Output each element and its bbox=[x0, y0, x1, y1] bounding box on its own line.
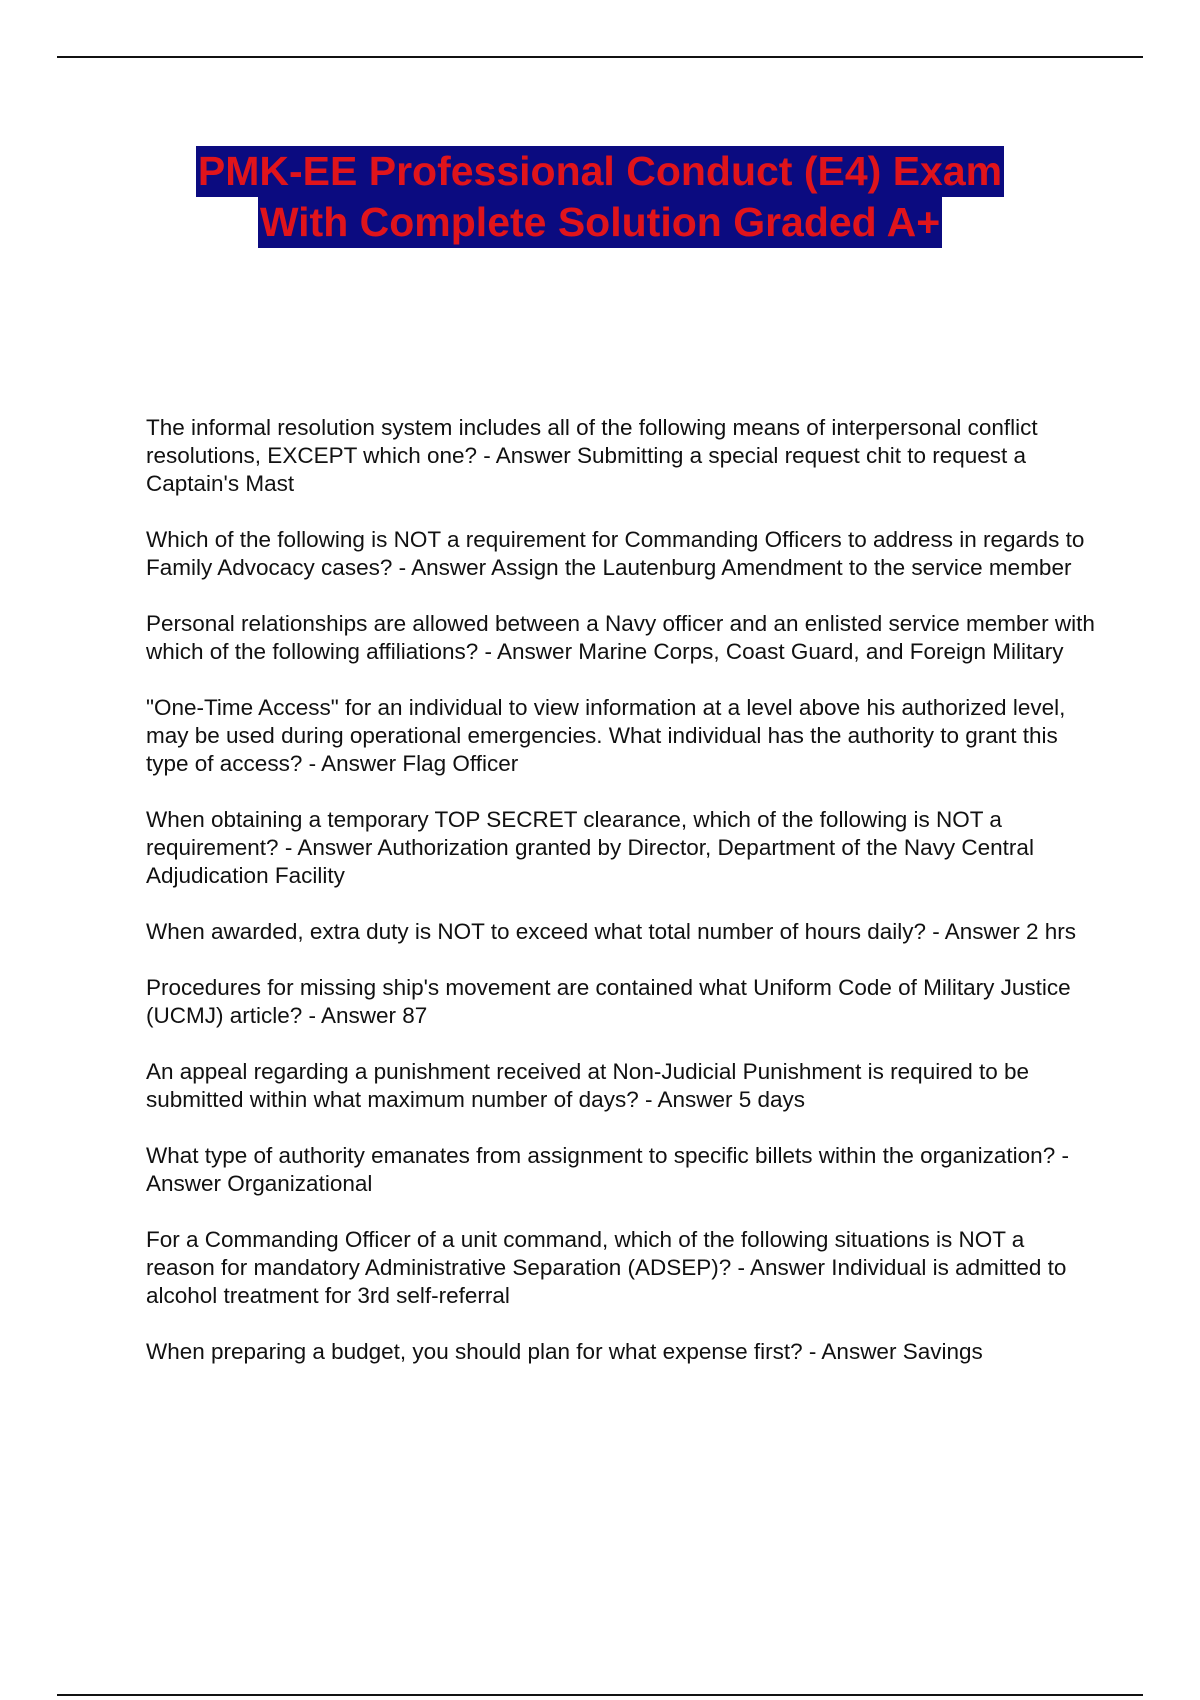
qa-item: When preparing a budget, you should plan for what expense first? - Answer Savings bbox=[146, 1339, 983, 1364]
title-line-2: With Complete Solution Graded A+ bbox=[258, 197, 942, 248]
qa-list bbox=[146, 414, 1096, 1394]
qa-item: The informal resolution system includes all of the following means of interpersonal conflict resolutions, EXCEPT which one? - Answer Submitting a special request chit to request a Captain's Mast bbox=[146, 415, 1038, 496]
qa-item: What type of authority emanates from assignment to specific billets within the organization? - Answer Organizational bbox=[146, 1143, 1069, 1196]
qa-item: When awarded, extra duty is NOT to exceed what total number of hours daily? - Answer 2 hrs bbox=[146, 919, 1077, 944]
qa-item: Procedures for missing ship's movement are contained what Uniform Code of Military Justice (UCMJ) article? - Answer 87 bbox=[146, 975, 1071, 1028]
qa-item: An appeal regarding a punishment received at Non-Judicial Punishment is required to be submitted within what maximum number of days? - Answer 5 days bbox=[146, 1059, 1030, 1112]
qa-item: For a Commanding Officer of a unit command, which of the following situations is NOT a reason for mandatory Administrative Separation (ADSEP)? - Answer Individual is admitted to alcohol treatment for 3rd self-referral bbox=[146, 1227, 1067, 1308]
qa-item: Which of the following is NOT a requirement for Commanding Officers to address in regards to Family Advocacy cases? - Answer Assign the Lautenburg Amendment to the service member bbox=[146, 527, 1085, 580]
bottom-rule bbox=[57, 1694, 1143, 1696]
top-rule bbox=[57, 56, 1143, 58]
qa-item: "One-Time Access" for an individual to view information at a level above his authorized level, may be used during operational emergencies. What individual has the authority to grant this type of access? - Answer Flag Officer bbox=[146, 695, 1066, 776]
title-line-1: PMK-EE Professional Conduct (E4) Exam bbox=[196, 146, 1004, 197]
qa-item: When obtaining a temporary TOP SECRET clearance, which of the following is NOT a requirement? - Answer Authorization granted by Director, Department of the Navy Central Adjudication Facility bbox=[146, 807, 1034, 888]
qa-item: Personal relationships are allowed between a Navy officer and an enlisted service member with which of the following affiliations? - Answer Marine Corps, Coast Guard, and Foreign Military bbox=[146, 611, 1095, 664]
document-title bbox=[0, 146, 1200, 248]
